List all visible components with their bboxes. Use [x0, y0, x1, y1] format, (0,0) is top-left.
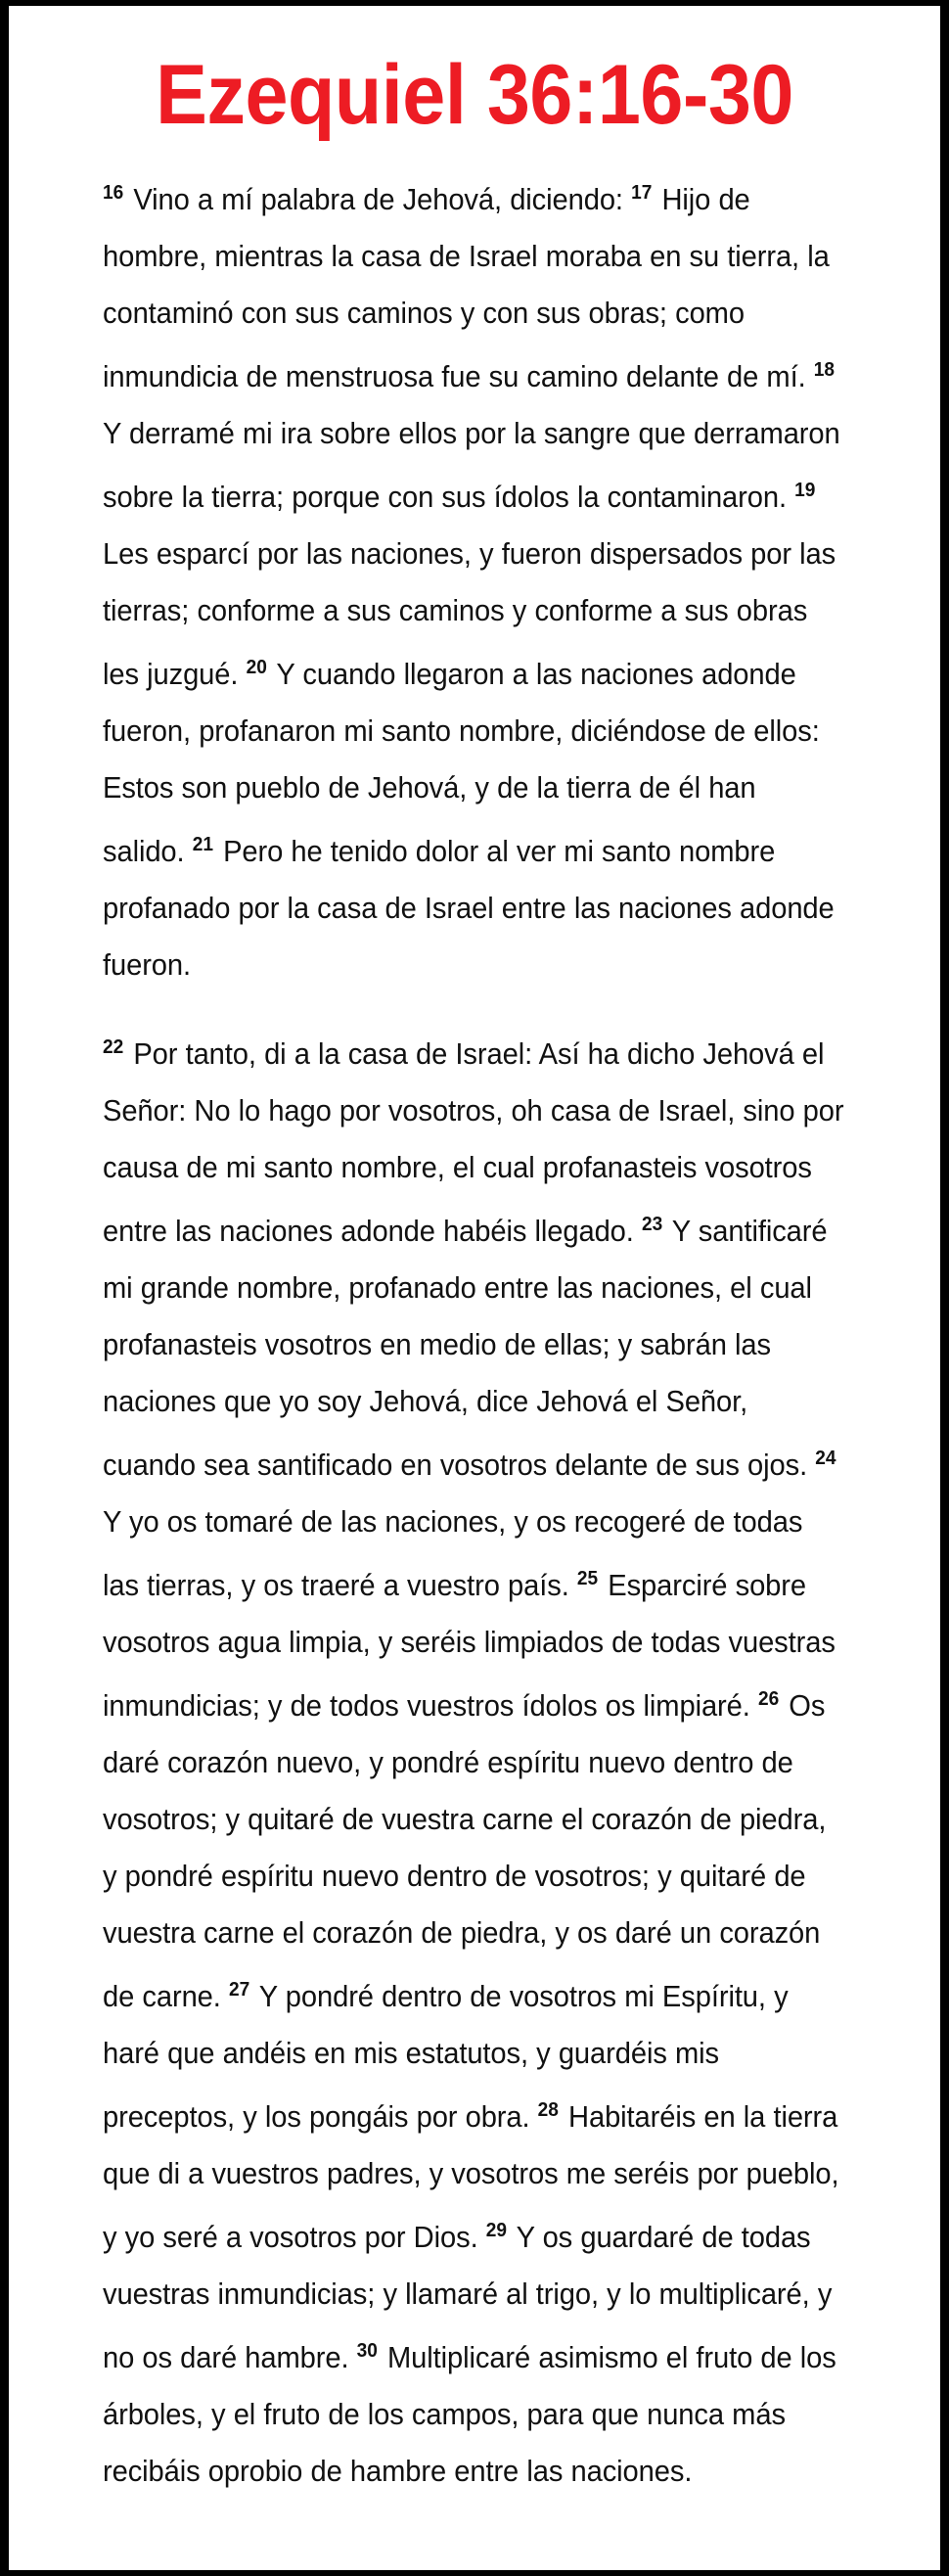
verse-text: Les esparcí por las naciones, y fueron dispersados por las tierras; conforme a sus caminos y conforme a sus obras les juzgué. [103, 537, 836, 691]
verse-number: 30 [356, 2340, 378, 2362]
verse-number: 16 [103, 182, 124, 204]
page-title: Ezequiel 36:16-30 [156, 48, 793, 142]
verse-text: Os daré corazón nuevo, y pondré espíritu nuevo dentro de vosotros; y quitaré de vuestra carne el corazón de piedra, y pondré espíritu nuevo dentro de vosotros; y quitaré de vuestra carne el corazón de piedra, y os daré un corazón de carne. [103, 1689, 827, 2013]
verse-number: 18 [813, 359, 836, 381]
verse-text: Por tanto, di a la casa de Israel: Así ha dicho Jehová el Señor: No lo hago por vosotros, oh casa de Israel, sino por causa de mi santo nombre, el cual profanasteis vosotros entre las naciones adonde habéis llegado. [103, 1037, 844, 1248]
verse-number: 22 [103, 1036, 124, 1058]
verse-text: Multiplicaré asimismo el fruto de los árboles, y el fruto de los campos, para que nunca más recibáis oprobio de hambre entre las naciones. [103, 2341, 836, 2488]
verse-number: 28 [537, 2099, 559, 2121]
verse-text: Y cuando llegaron a las naciones adonde fueron, profanaron mi santo nombre, diciéndose de ellos: Estos son pueblo de Jehová, y de la tierra de él han salido. [103, 658, 820, 868]
passage-paragraph [103, 1019, 844, 2500]
page-inner [9, 6, 940, 2570]
passage-paragraph [103, 164, 844, 993]
verse-number: 19 [794, 480, 816, 501]
verse-number: 21 [192, 834, 213, 855]
verse-number: 29 [485, 2220, 508, 2241]
verse-number: 23 [641, 1214, 663, 1235]
verse-number: 27 [228, 1979, 250, 2001]
verse-number: 25 [576, 1568, 599, 1589]
verse-text: Y pondré dentro de vosotros mi Espíritu, y haré que andéis en mis estatutos, y guardéis mis preceptos, y los pongáis por obra. [103, 1980, 789, 2134]
verse-text: Y santificaré mi grande nombre, profanado entre las naciones, el cual profanasteis vosotros en medio de ellas; y sabrán las naciones que yo soy Jehová, dice Jehová el Señor, cuando sea santificado en vosotros delante de sus ojos. [103, 1215, 828, 1482]
verse-text: Esparciré sobre vosotros agua limpia, y seréis limpiados de todas vuestras inmundicias; y de todos vuestros ídolos os limpiaré. [103, 1569, 836, 1723]
verse-text: Habitaréis en la tierra que di a vuestros padres, y vosotros me seréis por pueblo, y yo seré a vosotros por Dios. [103, 2100, 839, 2254]
verse-text: Y derramé mi ira sobre ellos por la sangre que derramaron sobre la tierra; porque con sus ídolos la contaminaron. [103, 417, 840, 514]
verse-text: Y yo os tomaré de las naciones, y os recogeré de todas las tierras, y os traeré a vuestro país. [103, 1505, 803, 1602]
verse-text: Y os guardaré de todas vuestras inmundicias; y llamaré al trigo, y lo multiplicaré, y no os daré hambre. [103, 2221, 833, 2374]
verse-text: Pero he tenido dolor al ver mi santo nombre profanado por la casa de Israel entre las naciones adonde fueron. [103, 835, 835, 982]
verse-number: 17 [631, 182, 653, 204]
verse-text: Hijo de hombre, mientras la casa de Israel moraba en su tierra, la contaminó con sus caminos y con sus obras; como inmundicia de menstruosa fue su camino delante de mí. [103, 183, 830, 393]
verse-text: Vino a mí palabra de Jehová, diciendo: [125, 183, 632, 216]
verse-number: 20 [246, 657, 267, 678]
passage-body [103, 145, 846, 2500]
verse-number: 24 [815, 1448, 836, 1469]
verse-number: 26 [757, 1688, 780, 1710]
